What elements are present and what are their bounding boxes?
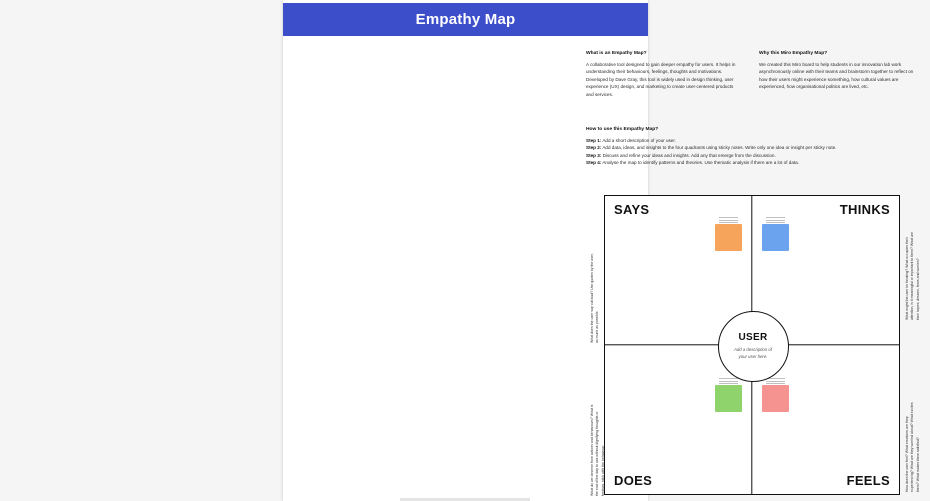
howto-step-text: Analyse the map to identify patterns and theories. Use thematic analysis if there are a lot of data. — [602, 160, 799, 166]
howto-step — [586, 152, 916, 159]
intro-right-heading: Why this Miro Empathy Map? — [759, 51, 828, 56]
howto-step-label: Step 3: — [586, 152, 602, 158]
howto-step-text: Add a short description of your user. — [602, 137, 676, 143]
caption-says: What does the user say out loud? Use quotes by the user, as much as possible. — [590, 253, 600, 343]
sticky-note-lines — [766, 217, 785, 225]
intro-right-column — [759, 50, 914, 91]
howto-step-label: Step 2: — [586, 145, 602, 151]
quadrant-label-thinks: THINKS — [839, 202, 890, 217]
howto-heading: How to use this Empathy Map? — [586, 127, 659, 132]
sticky-note-feels[interactable] — [762, 385, 789, 412]
quadrant-label-does: DOES — [614, 473, 653, 488]
howto-step-label: Step 1: — [586, 137, 602, 143]
howto-step-text: Add data, ideas, and insights to the four quadrants using sticky notes. Write only one idea or insight per sticky note. — [602, 145, 837, 151]
sticky-note-lines — [719, 378, 738, 386]
intro-left-body: A collaborative tool designed to gain deeper empathy for users. It helps in understanding their behaviours, feelings, thoughts and motivations. Developed by Dave Gray, this tool is widely used in design thinking, user experience (UX) design, and marketing to create user-centered products and services. — [586, 61, 736, 97]
sticky-note-lines — [766, 378, 785, 386]
user-title: USER — [738, 332, 768, 344]
howto-step — [586, 144, 916, 151]
caption-feels: How does the user feel? What emotions are they experiencing? What are they worried about? What excites them? What makes them satisfied? — [905, 402, 920, 492]
sticky-note-says[interactable] — [715, 224, 742, 251]
intro-left-heading: What is an Empathy Map? — [586, 51, 647, 56]
howto-section — [586, 126, 916, 167]
page-title: Empathy Map — [415, 11, 516, 28]
howto-steps — [586, 137, 916, 167]
quadrant-label-says: SAYS — [614, 202, 650, 217]
intro-left-column — [586, 50, 736, 98]
caption-thinks: What might the user be thinking? What occupies their attention, is it meaningful or important to them? What are their hopes, dreams, fears and worries? — [905, 231, 920, 320]
caption-does: What do we observe from actions and behaviours? What is the end of the day to ask without dignifying thoughts or feelings, stick with the behaviour. — [590, 404, 605, 496]
sticky-note-does[interactable] — [715, 385, 742, 412]
intro-right-body: We created this Miro board to help students in our innovation lab work asynchronously online with their teams and brainstorm together to reflect on how their users might experience something, how cultural values are experienced, how organisational politics are lived, etc. — [759, 61, 914, 90]
howto-step-label: Step 4: — [586, 160, 602, 166]
sticky-note-thinks[interactable] — [762, 224, 789, 251]
quadrant-label-feels: FEELS — [846, 473, 890, 488]
empathy-map-grid — [604, 195, 900, 495]
howto-step — [586, 137, 916, 144]
empathy-map-board — [283, 0, 920, 501]
user-center-circle[interactable] — [718, 311, 789, 382]
user-description: Add a description of your user here. — [734, 347, 772, 359]
board-title-bar — [283, 3, 648, 36]
howto-step-text: Discuss and refine your ideas and insights. Add any that emerge from the discussion. — [602, 152, 776, 158]
sticky-note-lines — [719, 217, 738, 225]
howto-step — [586, 159, 916, 166]
